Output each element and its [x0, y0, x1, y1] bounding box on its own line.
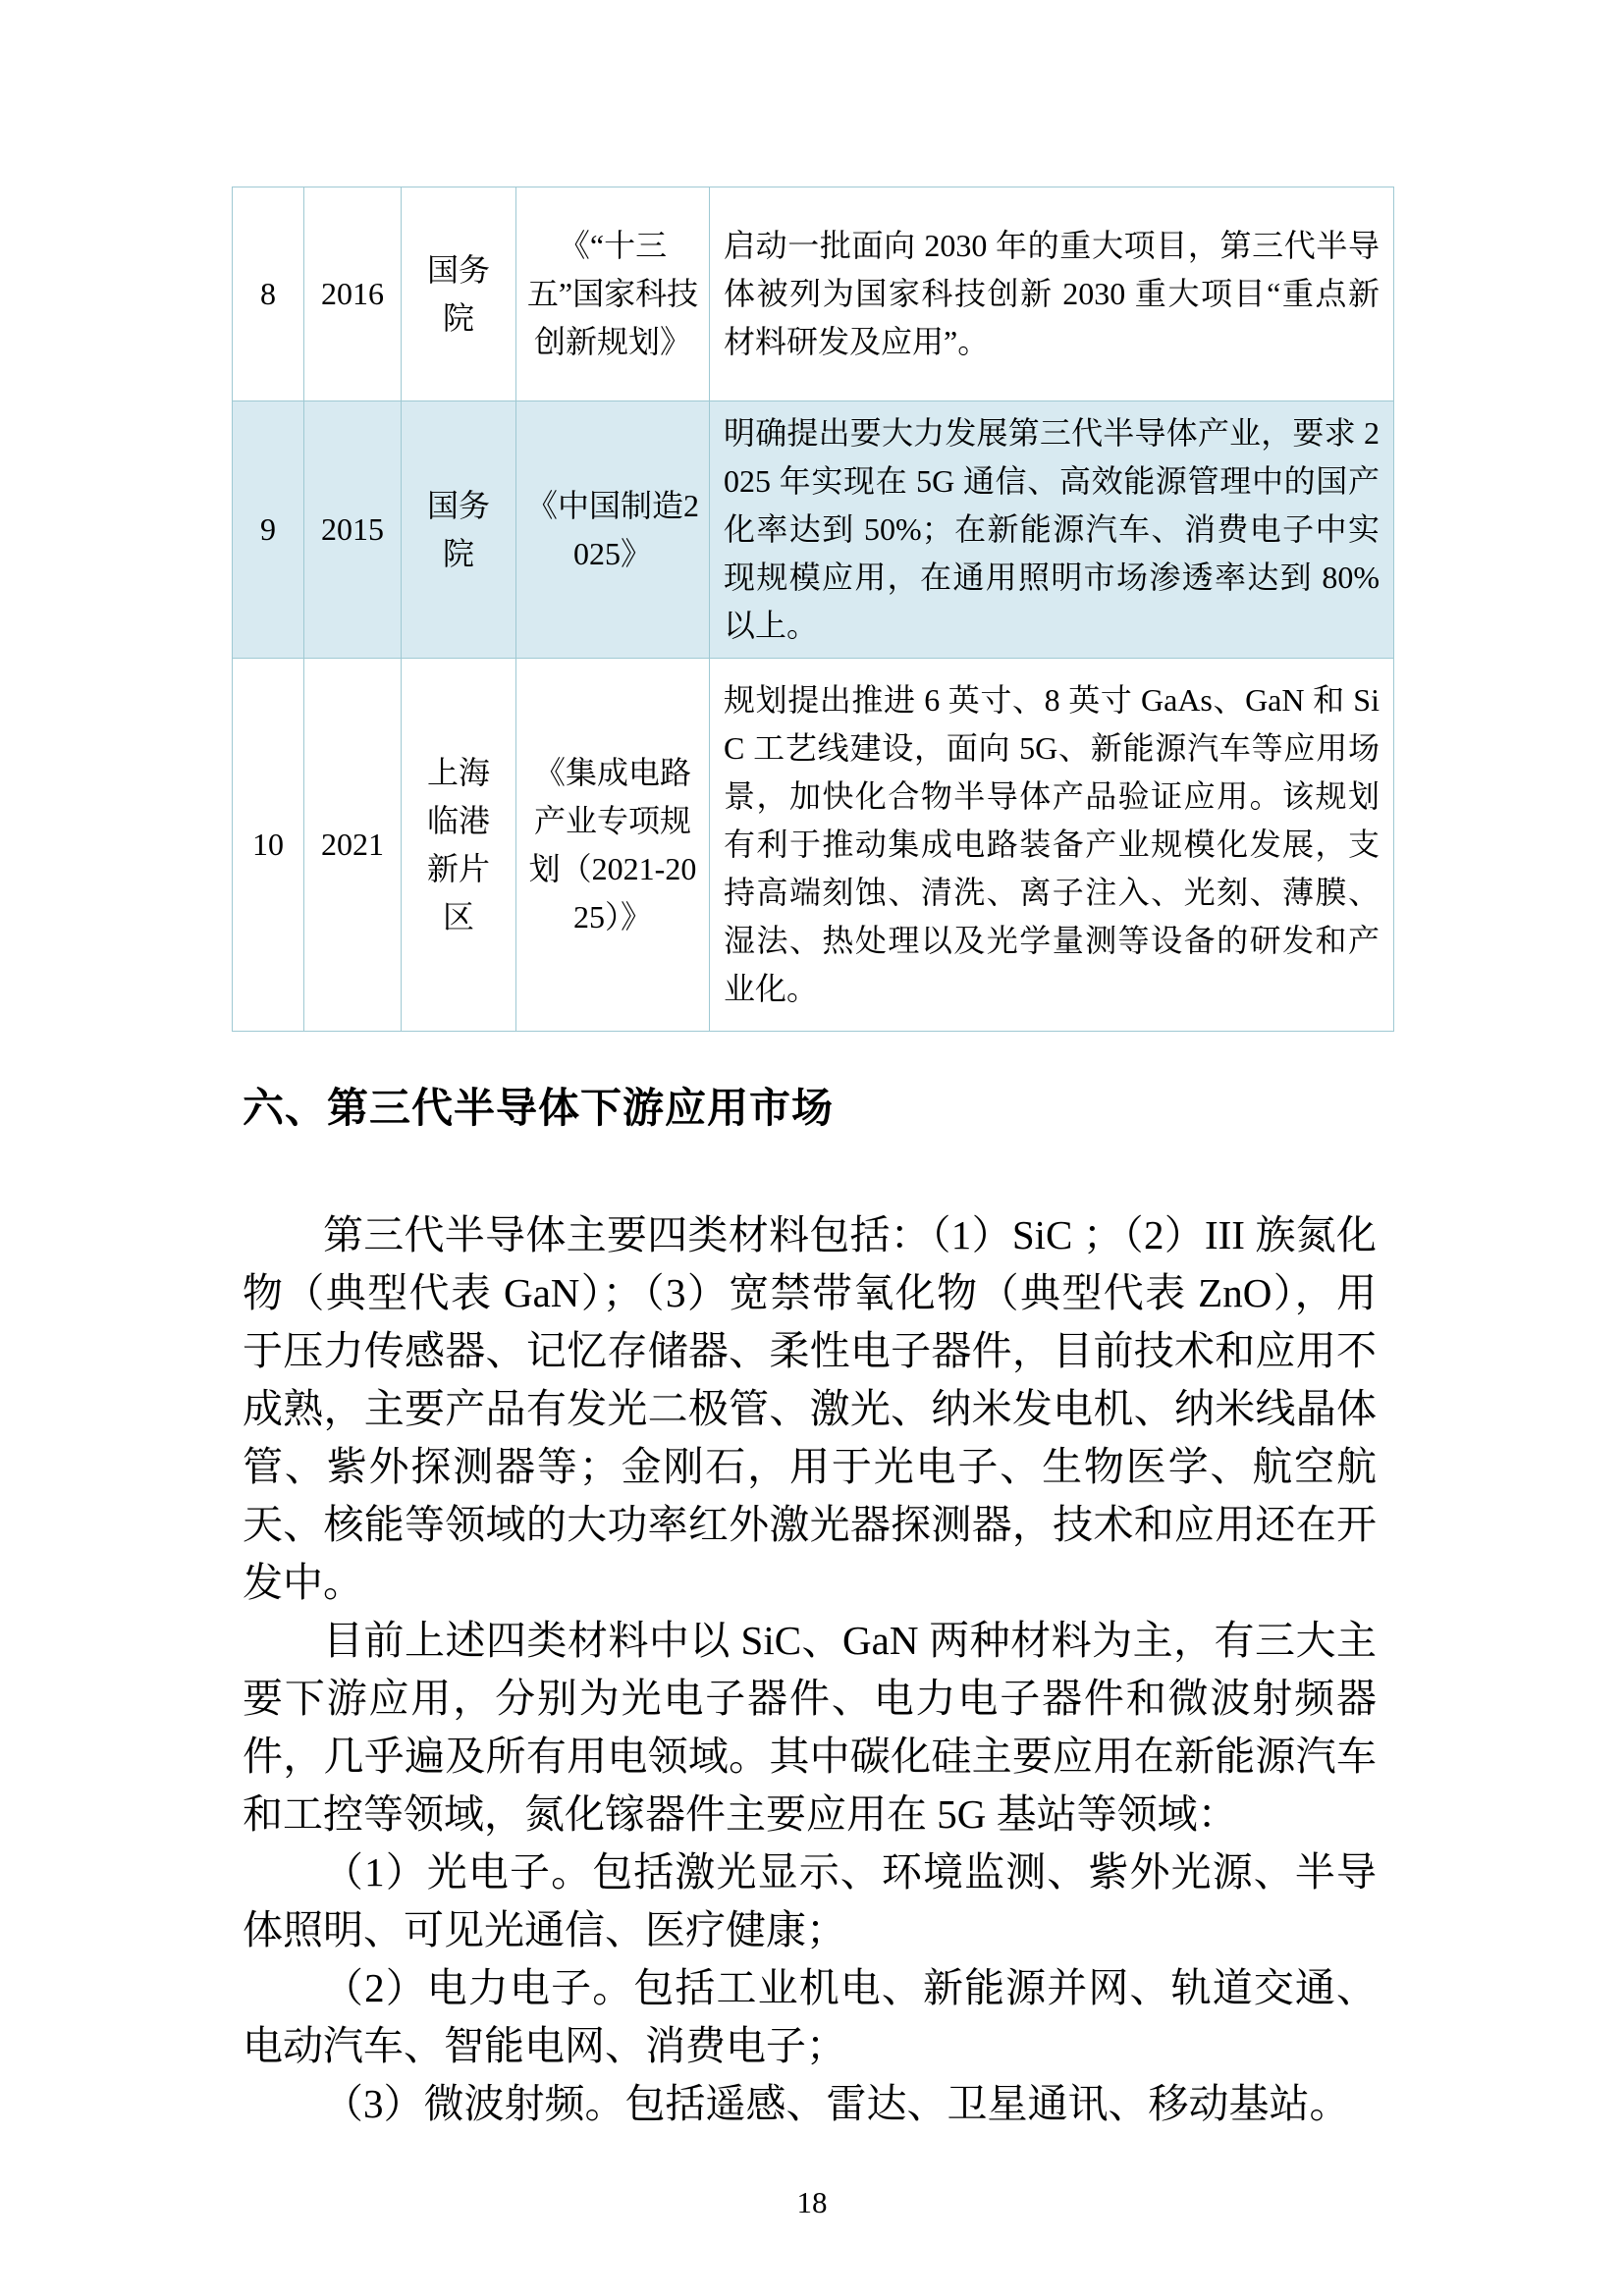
row-number-cell: 9 — [233, 401, 304, 659]
table-row — [233, 401, 1394, 659]
policy-content-cell: 规划提出推进 6 英寸、8 英寸 GaAs、GaN 和 SiC 工艺线建设，面向 5G、新能源汽车等应用场景，加快化合物半导体产品验证应用。该规划有利于推动集成电路装备产业规模化发展，支持高端刻蚀、清洗、离子注入、光刻、薄膜、湿法、热处理以及光学量测等设备的研发和产业化。 — [710, 659, 1394, 1032]
issuer-cell: 国务院 — [402, 187, 516, 401]
year-cell: 2015 — [304, 401, 402, 659]
policy-content-cell: 明确提出要大力发展第三代半导体产业，要求 2025 年实现在 5G 通信、高效能源管理中的国产化率达到 50%；在新能源汽车、消费电子中实现规模应用，在通用照明市场渗透率达到 80%以上。 — [710, 401, 1394, 659]
year-cell: 2016 — [304, 187, 402, 401]
policy-content-cell: 启动一批面向 2030 年的重大项目，第三代半导体被列为国家科技创新 2030 重大项目“重点新材料研发及应用”。 — [710, 187, 1394, 401]
policy-table — [232, 187, 1394, 1032]
issuer-cell: 国务院 — [402, 401, 516, 659]
row-number-cell: 8 — [233, 187, 304, 401]
section-body — [243, 1206, 1377, 2133]
paragraph: （3）微波射频。包括遥感、雷达、卫星通讯、移动基站。 — [323, 2081, 1350, 2126]
paragraph: 目前上述四类材料中以 SiC、GaN 两种材料为主，有三大主要下游应用，分别为光电子器件、电力电子器件和微波射频器件，几乎遍及所有用电领域。其中碳化硅主要应用在新能源汽车和工控等领域，氮化镓器件主要应用在 5G 基站等领域： — [243, 1618, 1377, 1837]
policy-name-cell: 《“十三五”国家科技创新规划》 — [516, 187, 710, 401]
paragraph: （1）光电子。包括激光显示、环境监测、紫外光源、半导体照明、可见光通信、医疗健康； — [243, 1849, 1377, 1952]
policy-name-cell: 《集成电路产业专项规划（2021-2025）》 — [516, 659, 710, 1032]
policy-name-cell: 《中国制造2025》 — [516, 401, 710, 659]
section-heading: 六、第三代半导体下游应用市场 — [243, 1085, 835, 1131]
year-cell: 2021 — [304, 659, 402, 1032]
row-number-cell: 10 — [233, 659, 304, 1032]
table-row — [233, 659, 1394, 1032]
table-row — [233, 187, 1394, 401]
issuer-cell: 上海临港新片区 — [402, 659, 516, 1032]
paragraph: （2）电力电子。包括工业机电、新能源并网、轨道交通、电动汽车、智能电网、消费电子； — [243, 1965, 1377, 2068]
page-number: 18 — [796, 2185, 828, 2219]
paragraph: 第三代半导体主要四类材料包括：（1）SiC ；（2）III 族氮化物（典型代表 GaN）；（3）宽禁带氧化物（典型代表 ZnO），用于压力传感器、记忆存储器、柔性电子器件，目前技术和应用不成熟，主要产品有发光二极管、激光、纳米发电机、纳米线晶体管、紫外探测器等；金刚石，用于光电子、生物医学、航空航天、核能等领域的大功率红外激光器探测器，技术和应用还在开发中。 — [243, 1212, 1377, 1605]
